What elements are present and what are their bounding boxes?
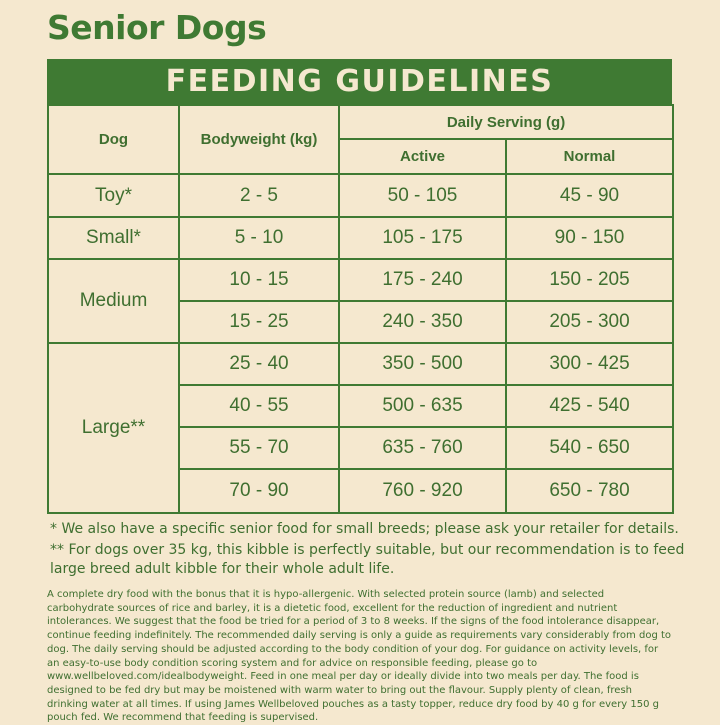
bodyweight-cell: 15 - 25 bbox=[179, 301, 339, 343]
header-row bbox=[48, 105, 673, 139]
table-row bbox=[48, 259, 673, 301]
normal-cell: 300 - 425 bbox=[506, 343, 673, 385]
bodyweight-cell: 25 - 40 bbox=[179, 343, 339, 385]
page-title: Senior Dogs bbox=[47, 8, 267, 47]
footnote-small-breeds: * We also have a specific senior food for small breeds; please ask your retailer for details. bbox=[50, 521, 679, 537]
active-cell: 760 - 920 bbox=[339, 469, 506, 513]
bodyweight-cell: 2 - 5 bbox=[179, 174, 339, 217]
bodyweight-cell: 40 - 55 bbox=[179, 385, 339, 427]
bodyweight-cell: 10 - 15 bbox=[179, 259, 339, 301]
active-cell: 240 - 350 bbox=[339, 301, 506, 343]
bodyweight-cell: 55 - 70 bbox=[179, 427, 339, 469]
table-row bbox=[48, 174, 673, 217]
normal-cell: 205 - 300 bbox=[506, 301, 673, 343]
dog-group-large: Large** bbox=[48, 343, 179, 513]
dog-group-small: Small* bbox=[48, 217, 179, 259]
dog-group-medium: Medium bbox=[48, 259, 179, 343]
col-header-normal: Normal bbox=[506, 139, 673, 174]
normal-cell: 90 - 150 bbox=[506, 217, 673, 259]
active-cell: 350 - 500 bbox=[339, 343, 506, 385]
table-row bbox=[48, 217, 673, 259]
normal-cell: 540 - 650 bbox=[506, 427, 673, 469]
feeding-table bbox=[47, 104, 674, 514]
col-header-daily-serving: Daily Serving (g) bbox=[339, 105, 673, 139]
normal-cell: 425 - 540 bbox=[506, 385, 673, 427]
col-header-active: Active bbox=[339, 139, 506, 174]
active-cell: 50 - 105 bbox=[339, 174, 506, 217]
normal-cell: 150 - 205 bbox=[506, 259, 673, 301]
normal-cell: 650 - 780 bbox=[506, 469, 673, 513]
footnote-large-breeds: ** For dogs over 35 kg, this kibble is perfectly suitable, but our recommendation is to feed large breed adult kibble for their whole adult life. bbox=[50, 542, 685, 577]
bodyweight-cell: 5 - 10 bbox=[179, 217, 339, 259]
product-description: A complete dry food with the bonus that it is hypo-allergenic. With selected protein source (lamb) and selected carbohydrate sources of rice and barley, it is a dietetic food, excellent for the reduction of ingredient and nutrient intolerances. We suggest that the food be tried for a period of 3 to 8 weeks. If the signs of the food intolerance disappear, continue feeding indefinitely. The recommended daily serving is only a guide as requirements vary considerably from dog to dog. The daily serving should be adjusted according to the body condition of your dog. For guidance on activity levels, for an easy-to-use body condition scoring system and for advice on responsible feeding, please go to www.wellbeloved.com/idealbodyweight. Feed in one meal per day or ideally divide into two meals per day. The food is designed to be fed dry but may be moistened with warm water to bring out the flavour. Supply plenty of clean, fresh drinking water at all times. If using James Wellbeloved pouches as a tasty topper, reduce dry food by 40 g for every 150 g pouch fed. We recommend that feeding is supervised. bbox=[47, 589, 672, 724]
table-row bbox=[48, 343, 673, 385]
active-cell: 500 - 635 bbox=[339, 385, 506, 427]
col-header-dog: Dog bbox=[48, 105, 179, 174]
col-header-bodyweight: Bodyweight (kg) bbox=[179, 105, 339, 174]
bodyweight-cell: 70 - 90 bbox=[179, 469, 339, 513]
banner-title: FEEDING GUIDELINES bbox=[165, 64, 554, 99]
active-cell: 105 - 175 bbox=[339, 217, 506, 259]
dog-group-toy: Toy* bbox=[48, 174, 179, 217]
active-cell: 175 - 240 bbox=[339, 259, 506, 301]
feeding-guidelines-banner bbox=[47, 59, 672, 104]
active-cell: 635 - 760 bbox=[339, 427, 506, 469]
normal-cell: 45 - 90 bbox=[506, 174, 673, 217]
